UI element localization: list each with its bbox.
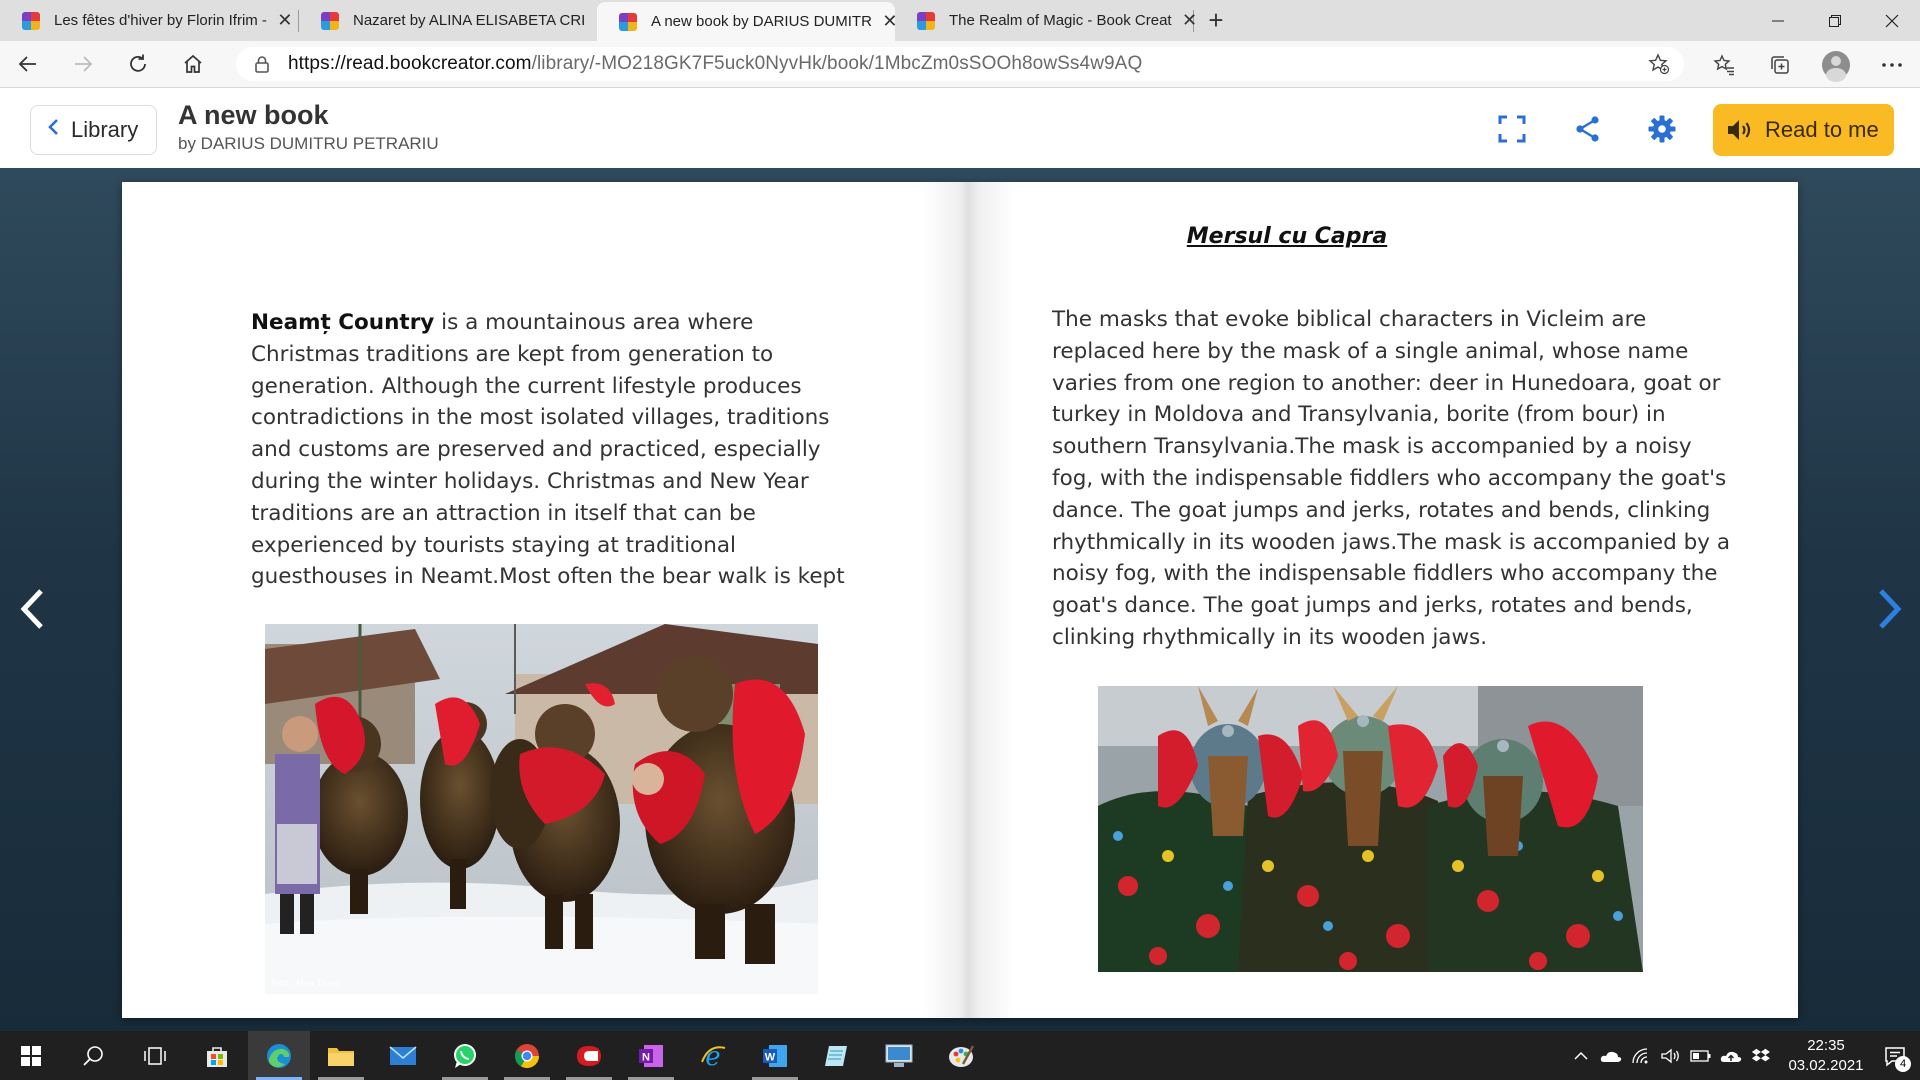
refresh-button[interactable] — [110, 44, 165, 84]
word-icon — [761, 1042, 789, 1070]
notification-count-badge: 4 — [1895, 1056, 1911, 1072]
browser-tab-active[interactable] — [597, 2, 898, 41]
back-arrow-icon — [18, 54, 38, 74]
onedrive-icon[interactable] — [1596, 1031, 1626, 1080]
photo-watermark: foto: Alex Duse — [271, 979, 341, 989]
url-host: https://read.bookcreator.com — [288, 53, 532, 74]
onenote-icon — [637, 1042, 665, 1070]
svg-text:N: N — [642, 1051, 650, 1063]
browser-tab[interactable] — [895, 0, 1198, 41]
app-header — [0, 88, 1920, 168]
dropbox-icon[interactable] — [1746, 1031, 1776, 1080]
cloud-upload-icon[interactable] — [1716, 1031, 1746, 1080]
reader-stage — [0, 168, 1920, 1031]
bookcreator-favicon-icon — [619, 13, 637, 31]
bookcreator-favicon-icon — [321, 12, 339, 30]
url-path: /library/-MO218GK7F5uck0NyvHk/book/1MbcZm0sSOOh8owSs4w9AQ — [531, 53, 1143, 74]
avatar — [1822, 51, 1850, 79]
task-view-icon — [144, 1045, 166, 1067]
tab-title: A new book by DARIUS DUMITR — [651, 13, 872, 30]
svg-text:W: W — [764, 1051, 776, 1063]
favorites-icon — [1713, 54, 1735, 76]
book-author: by DARIUS DUMITRU PETRARIU — [178, 134, 439, 153]
forward-button[interactable] — [55, 44, 110, 84]
remote-desktop-button[interactable] — [868, 1031, 930, 1080]
clock-time: 22:35 — [1807, 1036, 1845, 1054]
forward-arrow-icon — [73, 54, 93, 74]
home-icon — [182, 53, 204, 75]
library-button[interactable] — [30, 105, 157, 155]
address-bar[interactable] — [236, 47, 1684, 81]
book-spread — [122, 182, 1798, 1018]
browser-tab[interactable] — [0, 0, 298, 41]
minimize-button[interactable] — [1749, 0, 1806, 41]
left-page-bold-lead: Neamț Country — [251, 310, 435, 335]
close-window-icon — [1885, 14, 1899, 28]
minimize-icon — [1771, 14, 1785, 28]
paint-button[interactable] — [930, 1031, 992, 1080]
mail-icon — [389, 1045, 417, 1067]
close-window-button[interactable] — [1863, 0, 1920, 41]
collections-icon — [1769, 54, 1791, 76]
speaker-icon — [1725, 117, 1755, 143]
previous-page-button[interactable] — [10, 574, 54, 644]
webex-icon — [574, 1042, 604, 1070]
word-button[interactable] — [744, 1031, 806, 1080]
notepad-button[interactable] — [806, 1031, 868, 1080]
toolbar-right-actions — [1696, 41, 1920, 88]
windows-taskbar — [0, 1031, 1920, 1080]
lock-icon[interactable] — [252, 54, 272, 74]
tab-title: The Realm of Magic - Book Creat — [949, 12, 1172, 29]
store-icon — [205, 1044, 229, 1068]
window-controls — [1749, 0, 1920, 41]
folder-icon — [327, 1044, 355, 1068]
start-button[interactable] — [0, 1031, 62, 1080]
browser-tab[interactable] — [299, 0, 597, 41]
right-page-heading: Mersul cu Capra — [1186, 224, 1388, 249]
right-page-paragraph: The masks that evoke biblical characters in Vicleim are replaced here by the mask of a single animal, whose name varies from one region to another: deer in Hunedoara, goat or turkey in Moldova and Transylvania, borite (from bour) in southern Transylvania.The mask is accompanied by a noisy fog, with the indispensable fiddlers who accompany the goat's dance. The goat jumps and jerks, rotates and bends, clinking rhythmically in its wooden jaws.The mask is accompanied by a noisy fog, with the indispensable fiddlers who accompany the goat's dance. The goat jumps and jerks, rotates and bends, clinking rhythmically in its wooden jaws. — [1052, 307, 1731, 650]
more-options-icon — [1881, 61, 1903, 69]
book-title: A new book — [178, 100, 329, 130]
search-icon — [82, 1045, 104, 1067]
notepad-icon — [823, 1042, 851, 1070]
restore-button[interactable] — [1806, 0, 1863, 41]
store-button[interactable] — [186, 1031, 248, 1080]
edge-taskbar-button[interactable] — [248, 1031, 310, 1080]
read-to-me-button[interactable] — [1713, 104, 1894, 156]
whatsapp-icon — [451, 1042, 479, 1070]
paint-palette-icon — [947, 1042, 975, 1070]
show-hidden-icons-icon[interactable] — [1566, 1031, 1596, 1080]
next-page-button[interactable] — [1868, 574, 1912, 644]
close-tab-icon[interactable]: ✕ — [882, 11, 898, 31]
whatsapp-button[interactable] — [434, 1031, 496, 1080]
profile-button[interactable] — [1808, 45, 1864, 85]
chrome-button[interactable] — [496, 1031, 558, 1080]
share-icon[interactable] — [1572, 113, 1604, 145]
back-button[interactable] — [0, 44, 55, 84]
bookcreator-favicon-icon — [917, 12, 935, 30]
system-clock[interactable] — [1782, 1036, 1870, 1076]
chevron-left-icon — [47, 118, 59, 142]
refresh-icon — [127, 53, 149, 75]
bookcreator-favicon-icon — [22, 12, 40, 30]
svg-text:e: e — [705, 1041, 721, 1072]
url-text — [288, 53, 1142, 75]
fullscreen-icon[interactable] — [1496, 113, 1528, 145]
onenote-button[interactable] — [620, 1031, 682, 1080]
left-page-paragraph: is a mountainous area where Christmas traditions are kept from generation to generation. Although the current lifestyle produces contradictions in the most isolated villages, traditions and customs are preserved and practiced, especially during the winter holidays. Christmas and New Year traditions are an attraction in itself that can be experienced by tourists staying at traditional guesthouses in Neamt.Most often the bear walk is kept — [251, 310, 845, 590]
tab-title: Les fêtes d'hiver by Florin Ifrim - — [54, 12, 267, 29]
read-to-me-label: Read to me — [1765, 117, 1879, 142]
monitor-icon — [884, 1043, 914, 1069]
file-explorer-button[interactable] — [310, 1031, 372, 1080]
task-view-button[interactable] — [124, 1031, 186, 1080]
library-label: Library — [71, 117, 139, 142]
browser-toolbar — [0, 41, 1920, 88]
windows-logo-icon — [21, 1046, 41, 1066]
goat-masks-photo — [1098, 686, 1643, 972]
add-favorite-icon[interactable] — [1648, 53, 1670, 80]
left-page-text — [251, 307, 851, 593]
chrome-icon — [513, 1042, 541, 1070]
browser-tab-strip — [0, 0, 1920, 41]
volume-icon[interactable] — [1656, 1031, 1686, 1080]
clock-date: 03.02.2021 — [1788, 1056, 1864, 1074]
internet-explorer-button[interactable] — [682, 1031, 744, 1080]
internet-explorer-icon — [699, 1042, 727, 1070]
home-button[interactable] — [165, 44, 220, 84]
restore-icon — [1828, 14, 1842, 28]
new-tab-button[interactable]: + — [1208, 5, 1224, 35]
tab-title: Nazaret by ALINA ELISABETA CRI — [353, 12, 586, 29]
search-button[interactable] — [62, 1031, 124, 1080]
wifi-icon[interactable] — [1626, 1031, 1656, 1080]
mail-button[interactable] — [372, 1031, 434, 1080]
close-tab-icon[interactable]: ✕ — [277, 10, 293, 30]
system-tray — [1566, 1031, 1920, 1080]
favorites-button[interactable] — [1696, 45, 1752, 85]
book-gutter — [922, 182, 1014, 1018]
collections-button[interactable] — [1752, 45, 1808, 85]
action-center-button[interactable] — [1870, 1031, 1920, 1080]
bear-walk-photo — [265, 624, 818, 994]
gear-icon[interactable] — [1646, 113, 1678, 145]
webex-button[interactable] — [558, 1031, 620, 1080]
chevron-left-icon — [19, 588, 45, 630]
chevron-right-icon — [1877, 588, 1903, 630]
edge-icon — [265, 1042, 293, 1070]
close-tab-icon[interactable]: ✕ — [1182, 10, 1198, 30]
battery-icon[interactable] — [1686, 1031, 1716, 1080]
settings-menu-button[interactable] — [1864, 45, 1920, 85]
